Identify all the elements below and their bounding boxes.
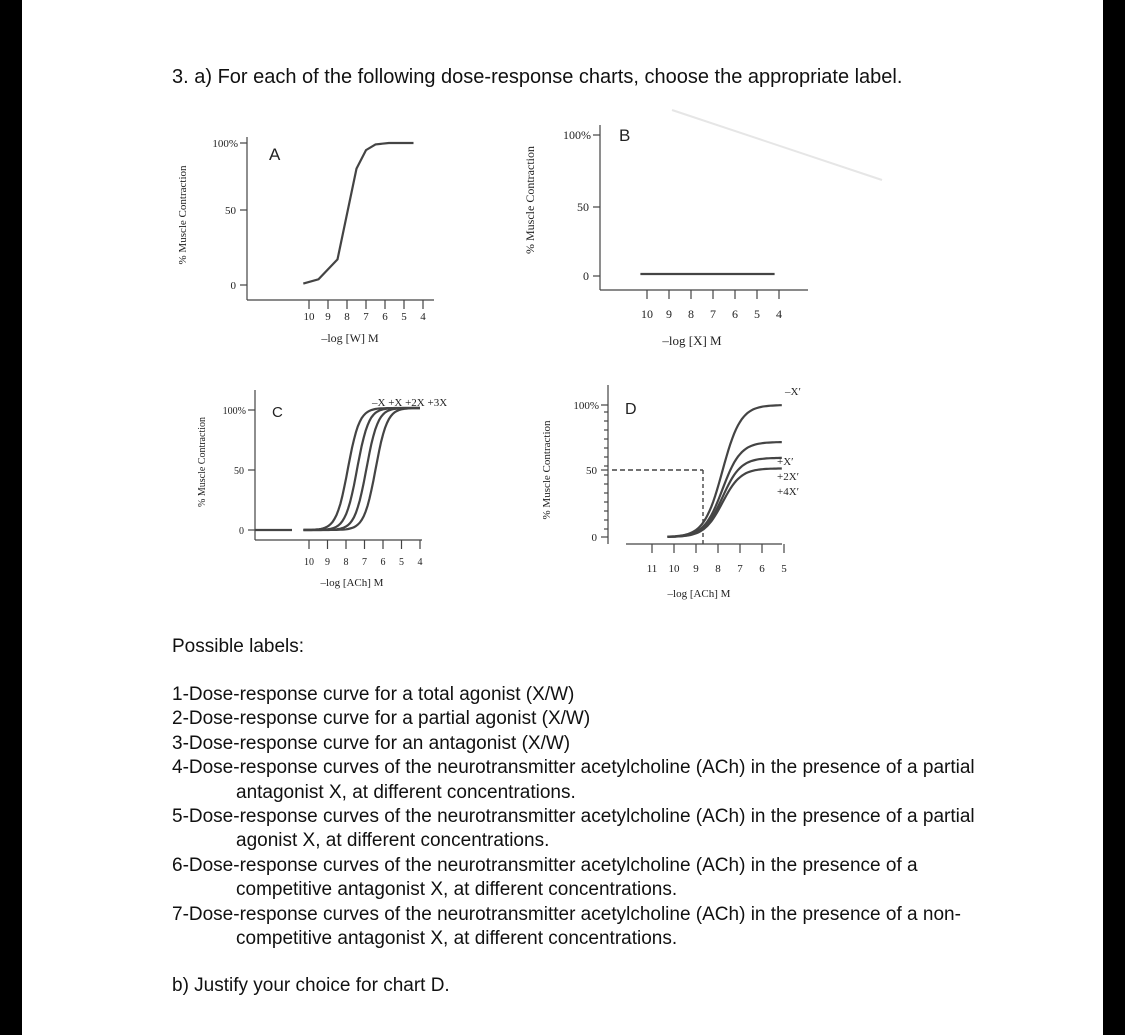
chart-c-curve [303, 408, 420, 530]
chart-b-xtick-label: 4 [776, 307, 782, 321]
label-option-2: 2-Dose-response curve for a partial agonist (X/W) [172, 708, 591, 730]
label-option-1: 1-Dose-response curve for a total agonist (X/W) [172, 684, 575, 705]
chart-a-xtick-label: 4 [420, 311, 426, 323]
chart-d-ytick-0: 0 [591, 532, 597, 544]
label-option-4: 4-Dose-response curves of the neurotransmitter acetylcholine (ACh) in the presence of a partial antagonist X, at different concentrations. [172, 757, 975, 803]
chart-d-xtick-label: 7 [737, 563, 743, 575]
chart-d-xtick-label: 9 [693, 563, 699, 575]
chart-a-panel-label: A [269, 145, 281, 164]
chart-a-xtick-label: 7 [363, 311, 369, 323]
chart-a-ytick-50: 50 [225, 205, 236, 217]
chart-c-ytick-100: 100% [222, 406, 246, 417]
chart-c [197, 390, 447, 589]
chart-c-xtick-label: 9 [325, 557, 330, 568]
chart-a-ylabel: % Muscle Contraction [177, 165, 189, 265]
chart-c-xtick-label: 5 [399, 557, 404, 568]
chart-d [541, 385, 801, 600]
chart-a-ytick-100: 100% [212, 138, 238, 150]
chart-d-ytick-100: 100% [573, 400, 599, 412]
chart-b-ytick-100: 100% [563, 128, 591, 142]
chart-c-curve [303, 408, 420, 530]
chart-c-xtick-label: 6 [380, 557, 386, 568]
chart-b-xtick-label: 5 [754, 307, 760, 321]
chart-b-xtick-label: 8 [688, 307, 694, 321]
worksheet-page [22, 0, 1103, 1035]
chart-b-ytick-50: 50 [577, 200, 589, 214]
chart-c-ytick-0: 0 [239, 526, 244, 537]
chart-c-xtick-label: 7 [362, 557, 367, 568]
chart-b-xtick-label: 7 [710, 307, 716, 321]
chart-d-ytick-50: 50 [586, 465, 597, 477]
label-option-3: 3-Dose-response curve for an antagonist (X/W) [172, 732, 571, 754]
label-option-5: 5-Dose-response curves of the neurotransmitter acetylcholine (ACh) in the presence of a partial agonist X, at different concentrations. [172, 806, 975, 852]
chart-d-series-minus-x: –X′ [785, 386, 801, 398]
chart-b-xtick-label: 6 [732, 307, 738, 321]
chart-d-xtick-label: 8 [715, 563, 721, 575]
chart-d-xtick-label: 11 [646, 563, 658, 575]
chart-a-xlabel: –log [W] M [321, 331, 379, 345]
scan-artifact-line [672, 110, 882, 180]
label-options-list [172, 683, 992, 951]
chart-a-curve [303, 143, 413, 284]
chart-d-series-plus-x: +X′ [777, 456, 794, 468]
label-option-7: 7-Dose-response curves of the neurotransmitter acetylcholine (ACh) in the presence of a non-competitive antagonist X, at different concentrations. [172, 903, 961, 950]
chart-a-xtick-label: 9 [325, 311, 331, 323]
chart-c-xtick-label: 4 [417, 557, 423, 568]
chart-a-ytick-0: 0 [230, 280, 236, 292]
chart-a-xtick-label: 10 [303, 311, 315, 323]
chart-d-ylabel: % Muscle Contraction [541, 420, 553, 520]
chart-b-ylabel: % Muscle Contraction [523, 146, 537, 254]
chart-d-series-plus-2x: +2X′ [777, 471, 800, 483]
possible-labels-heading: Possible labels: [172, 636, 305, 657]
chart-b-xlabel: –log [X] M [662, 333, 722, 348]
chart-c-ylabel: % Muscle Contraction [197, 417, 208, 507]
label-option-6: 6-Dose-response curves of the neurotransmitter acetylcholine (ACh) in the presence of a competitive antagonist X, at different concentrations. [172, 854, 918, 901]
chart-d-series-plus-4x: +4X′ [777, 486, 800, 498]
chart-d-xtick-label: 6 [759, 563, 765, 575]
chart-d-xlabel: –log [ACh] M [667, 588, 731, 600]
chart-b [523, 110, 882, 348]
chart-c-xtick-label: 8 [343, 557, 349, 568]
chart-c-curve-labels: –X +X +2X +3X [372, 397, 448, 409]
chart-a-xtick-label: 8 [344, 311, 350, 323]
chart-d-curve [667, 469, 781, 537]
chart-d-curve [667, 442, 781, 537]
chart-a-xtick-label: 5 [401, 311, 407, 323]
chart-c-panel-label: C [272, 404, 283, 421]
chart-a [177, 137, 434, 345]
chart-d-xtick-label: 10 [668, 563, 680, 575]
chart-c-xlabel: –log [ACh] M [320, 577, 384, 589]
chart-d-panel-label: D [625, 401, 637, 418]
chart-b-xtick-label: 9 [666, 307, 672, 321]
question-title: 3. a) For each of the following dose-response charts, choose the appropriate label. [172, 66, 903, 88]
chart-d-curve [667, 405, 781, 537]
chart-c-curve [303, 408, 420, 530]
chart-c-curve [303, 408, 420, 530]
chart-c-xtick-label: 10 [304, 557, 314, 568]
question-part-b: b) Justify your choice for chart D. [172, 975, 450, 996]
chart-d-xtick-label: 5 [781, 563, 787, 575]
chart-b-panel-label: B [619, 126, 631, 145]
chart-b-xtick-label: 10 [641, 307, 653, 321]
chart-b-ytick-0: 0 [583, 269, 589, 283]
chart-a-xtick-label: 6 [382, 311, 388, 323]
charts-figure [22, 0, 1103, 630]
chart-c-ytick-50: 50 [234, 466, 244, 477]
